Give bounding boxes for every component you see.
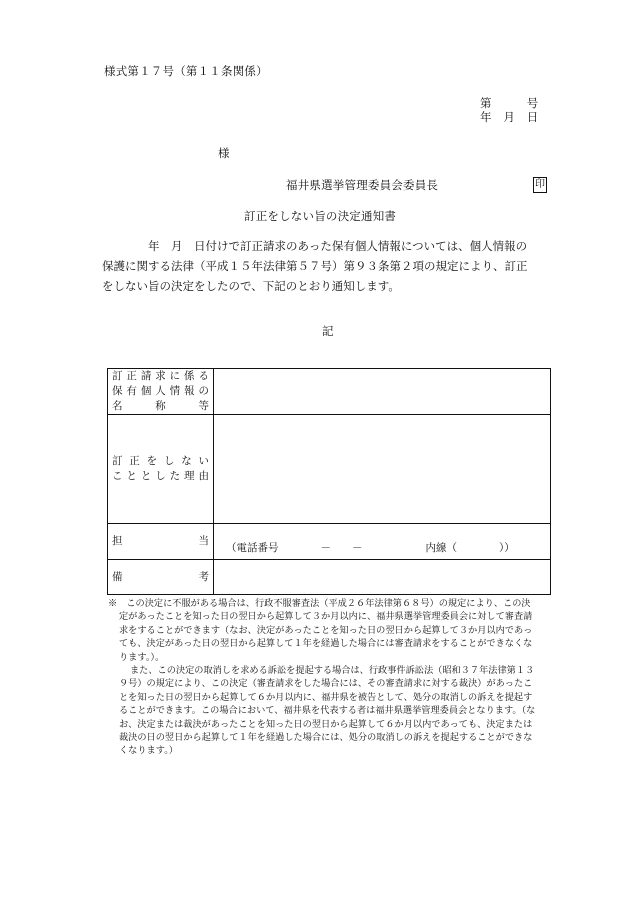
label-line: 担 当 (112, 535, 209, 547)
phone-extension-text: （電話番号 － － 内線（ ）） (226, 542, 515, 554)
form-number: 様式第１７号（第１１条関係） (104, 64, 268, 78)
label-contact (108, 524, 214, 560)
value-remarks[interactable] (214, 560, 551, 595)
table-row-remarks (108, 560, 551, 595)
label-remarks (108, 560, 214, 595)
recipient-honorific: 様 (218, 146, 230, 160)
label-line: 訂 正 を し な い (112, 455, 209, 467)
value-info-name[interactable] (214, 369, 551, 415)
body-paragraph: 年 月 日付けで訂正請求のあった保有個人情報については、個人情報の保護に関する法律（平成１５年法律第５７号）第９３条第２項の規定により、訂正をしない旨の決定をしたので、下記のとおり通知します。 (102, 239, 528, 293)
ki-heading: 記 (322, 324, 334, 338)
note-lawsuit: また、この決定の取消しを求める訴訟を提起する場合は、行政事件訴訟法（昭和３７年法律第１３９号）の規定により、この決定（審査請求をした場合には、その審査請求に対する裁決）があったことを知った日の翌日から起算して６か月以内に、福井県を被告として、処分の取消しの訴えを提起することができます。この場合において、福井県を代表する者は福井県選挙管理委員会となります。（なお、決定または裁決があったことを知った日の翌日から起算して６か月以内であっても、決定または裁決の日の翌日から起算して１年を経過した場合には、処分の取消しの訴えを提起することができなくなります。） (119, 665, 536, 757)
sender-name: 福井県選挙管理委員会委員長 (286, 178, 439, 192)
label-line: 訂 正 請 求 に 係 る (112, 370, 209, 382)
notes-section (108, 597, 538, 758)
note-appeal: ※ この決定に不服がある場合は、行政不服審査法（平成２６年法律第６８号）の規定により、この決定があったことを知った日の翌日から起算して３か月以内に、福井県選挙管理委員会に対して審査請求をすることができます（なお、決定があったことを知った日の翌日から起算して３か月以内であっても、決定があった日の翌日から起算して１年を経過した場合には審査請求をすることができなくなります。）。 (108, 598, 533, 663)
seal-mark: 印 (533, 177, 547, 193)
label-reason (108, 415, 214, 524)
issue-date: 年 月 日 (480, 110, 539, 124)
value-reason[interactable] (214, 415, 551, 524)
label-line: 保 有 個 人 情 報 の (112, 385, 209, 397)
label-line: こ と と し た 理 由 (112, 470, 209, 482)
label-line: 備 考 (112, 570, 209, 583)
notice-table (107, 368, 551, 595)
table-row-reason (108, 415, 551, 524)
document-title: 訂正をしない旨の決定通知書 (244, 209, 397, 223)
table-row-name (108, 369, 551, 415)
value-contact[interactable] (214, 524, 551, 560)
table-row-contact (108, 524, 551, 560)
document-number: 第 号 (480, 96, 539, 110)
label-line: 名 称 等 (112, 400, 209, 412)
label-info-name (108, 369, 214, 415)
